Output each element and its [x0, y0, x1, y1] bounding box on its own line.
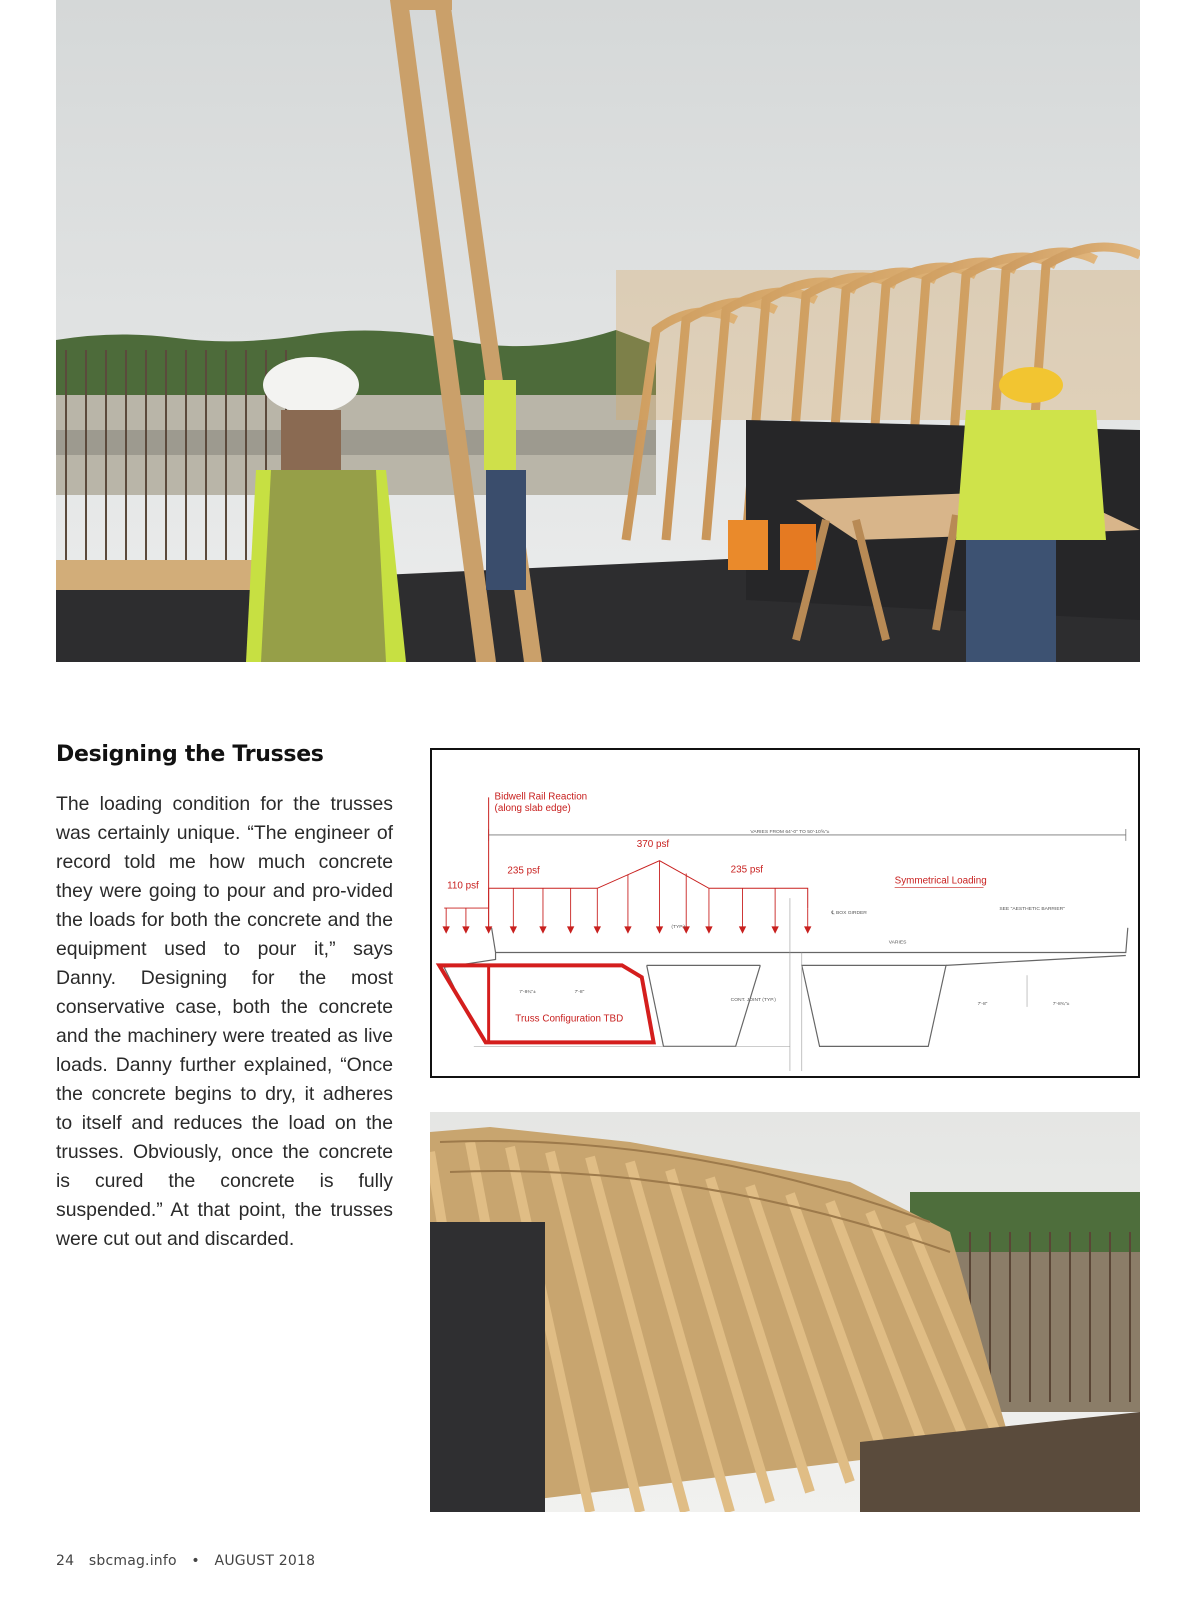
dim-varies-width: VARIES FROM 64'-0" TO 50'-10⅝"± [750, 829, 830, 835]
cont-joint-label: CONT. JOINT (TYP.) [730, 997, 776, 1003]
rail-reaction-sublabel: (along slab edge) [494, 803, 571, 815]
photo-truss-installation [56, 0, 1140, 662]
typ-label: (TYP.) [671, 924, 685, 930]
load-peak-label: 370 psf [636, 838, 670, 850]
article-heading: Designing the Trusses [56, 742, 324, 767]
dim-left-1: 7'-8¾"± [519, 990, 536, 996]
box-girder-label: ℄ BOX GIRDER [831, 910, 867, 916]
footer-site: sbcmag.info [88, 1553, 177, 1569]
load-side-right-label: 235 psf [730, 864, 764, 876]
dim-right-1: 7'-8" [977, 1001, 988, 1007]
varies-label: VARIES [888, 940, 907, 946]
rail-reaction-label: Bidwell Rail Reaction [494, 791, 588, 803]
truss-config-label: Truss Configuration TBD [515, 1013, 624, 1025]
footer-issue: AUGUST 2018 [214, 1553, 316, 1569]
page-footer [56, 1553, 325, 1569]
dim-left-2: 7'-8" [574, 990, 585, 996]
page-number: 24 [56, 1553, 75, 1569]
symmetrical-loading-label: Symmetrical Loading [894, 875, 987, 887]
barrier-label: SEE "AESTHETIC BARRIER" [999, 907, 1065, 913]
dim-right-2: 7'-8¾"± [1052, 1001, 1070, 1007]
footer-bullet: • [191, 1553, 200, 1569]
truss-outline [439, 965, 653, 1042]
article-body: The loading condition for the trusses was certainly unique. “The engineer of record told me how much concrete they were going to pour and pro-vided the loads for both the concrete and the equipment used to pour it,” says Danny. Designing for the most conservative case, both the concrete and the machinery were treated as live loads. Danny further explained, “Once the concrete begins to dry, it adheres to itself and reduces the load on the trusses. Obviously, once the concrete is cured the concrete is fully suspended.” At that point, the trusses were cut out and discarded. [56, 793, 393, 1250]
load-edge-label: 110 psf [447, 880, 479, 892]
load-side-left-label: 235 psf [507, 865, 540, 877]
photo-truss-formwork [430, 1112, 1140, 1512]
load-diagram [430, 748, 1140, 1078]
